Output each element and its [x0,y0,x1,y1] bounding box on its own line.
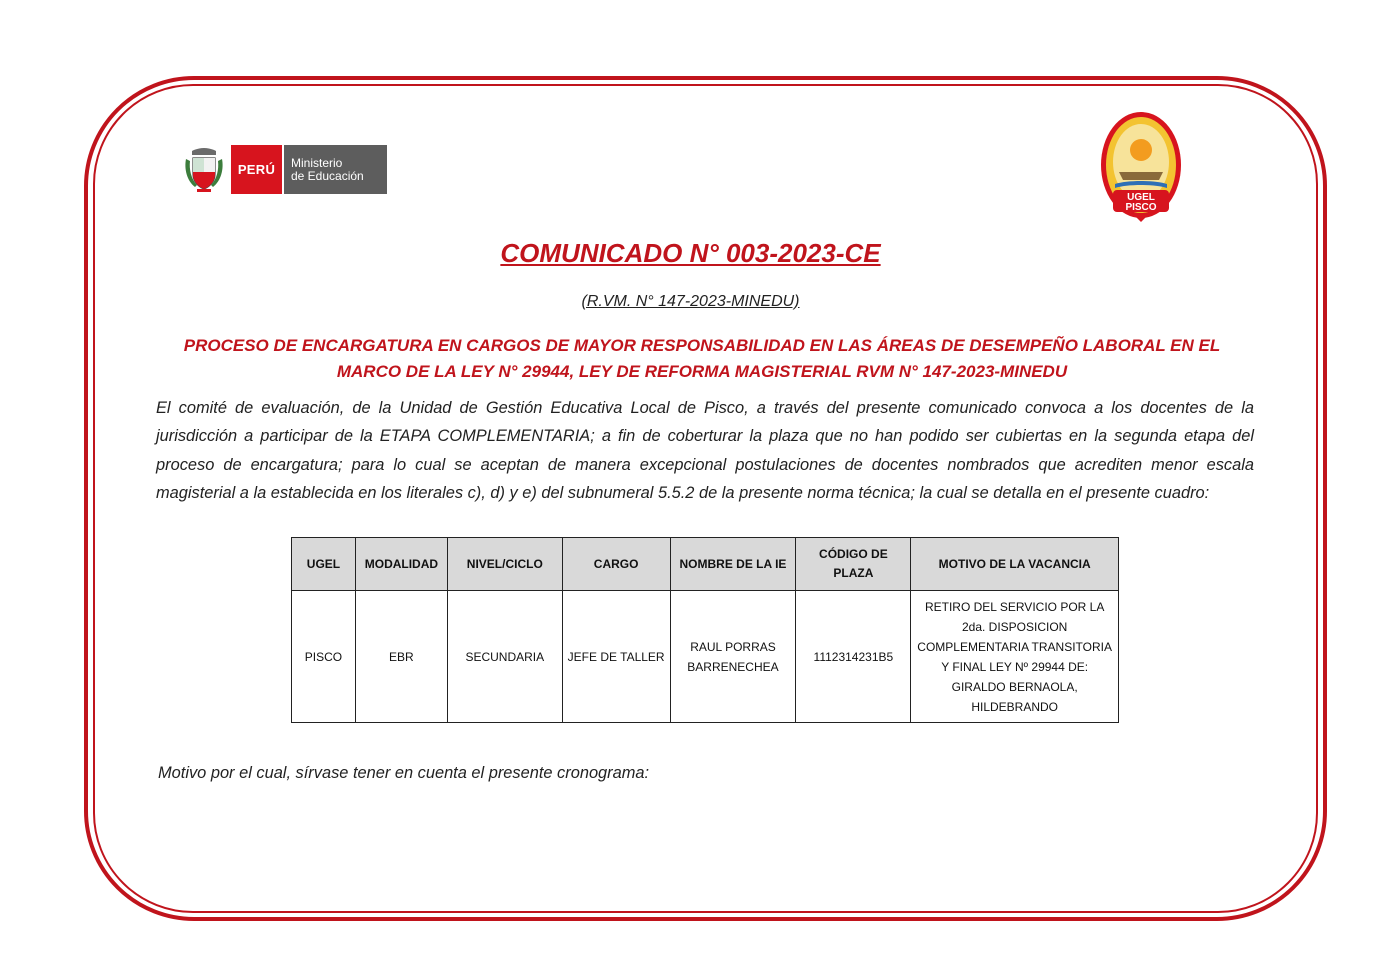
document-body: El comité de evaluación, de la Unidad de Gestión Educativa Local de Pisco, a través del presente comunicado convoca a los docentes de la jurisdicción a participar de la ETAPA COMPLEMENTARIA; a fin de coberturar la plaza que no han podido ser cubiertas en la segunda etapa del proceso de encargatura; para lo cual se aceptan de manera excepcional postulaciones de docentes nombrados que acrediten menor escala magisterial a la establecida en los literales c), d) y e) del subnumeral 5.5.2 de la presente norma técnica; la cual se detalla en el presente cuadro: [156,399,1254,503]
table-row [292,591,1119,723]
table-header-row [292,538,1119,591]
table-cell: EBR [355,591,447,723]
document-title: COMUNICADO N° 003-2023-CE [500,238,881,268]
table-header-cell: MOTIVO DE LA VACANCIA [911,538,1119,591]
table-cell: SECUNDARIA [447,591,562,723]
ugel-pisco-logo [1099,110,1183,225]
table-header-cell: CÓDIGO DE PLAZA [796,538,911,591]
ministry-label [282,145,387,194]
table-header-cell: NIVEL/CICLO [447,538,562,591]
ugel-logo-text-bottom: PISCO [1125,202,1157,213]
table-cell: RAUL PORRAS BARRENECHEA [670,591,796,723]
peru-coat-of-arms-icon [183,145,225,194]
ministry-label-line2: de Educación [291,168,364,183]
document-heading: PROCESO DE ENCARGATURA EN CARGOS DE MAYOR RESPONSABILIDAD EN LAS ÁREAS DE DESEMPEÑO LABORAL EN EL MARCO DE LA LEY N° 29944, LEY DE REFORMA MAGISTERIAL RVM N° 147-2023-MINEDU [183,336,1221,381]
minedu-logo [183,145,387,194]
table-header-cell: MODALIDAD [355,538,447,591]
document-subtitle: (R.VM. N° 147-2023-MINEDU) [581,293,800,310]
ministry-label-line1: Ministerio [291,155,343,170]
table-header-cell: NOMBRE DE LA IE [670,538,796,591]
table-cell: 1112314231B5 [796,591,911,723]
document-closing: Motivo por el cual, sírvase tener en cuenta el presente cronograma: [158,764,650,782]
table-cell: RETIRO DEL SERVICIO POR LA 2da. DISPOSICION COMPLEMENTARIA TRANSITORIA Y FINAL LEY Nº 29944 DE: GIRALDO BERNAOLA, HILDEBRANDO [911,591,1119,723]
table-header-cell: CARGO [562,538,670,591]
ugel-logo-text-top: UGEL [1127,192,1155,203]
vacancy-table [291,537,1119,723]
table-cell: PISCO [292,591,356,723]
table-header-cell: UGEL [292,538,356,591]
table-cell: JEFE DE TALLER [562,591,670,723]
peru-label: PERÚ [231,145,282,194]
